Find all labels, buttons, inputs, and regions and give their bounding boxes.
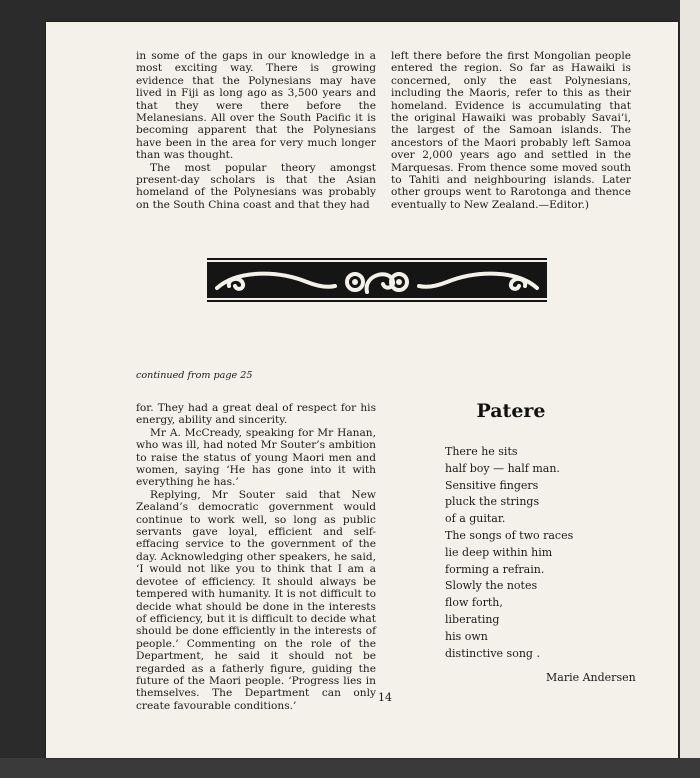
poem-line: The songs of two races xyxy=(445,528,574,542)
poem-line: Slowly the notes xyxy=(445,579,538,593)
poem-line: There he sits xyxy=(445,445,518,458)
poem-line: flow forth, xyxy=(445,596,503,610)
paragraph: for. They had a great deal of respect for his energy, ability and sincerity. xyxy=(136,402,376,427)
continued-from-label: continued from page 25 xyxy=(136,370,253,381)
paragraph: in some of the gaps in our knowledge in a most exciting way. There is growing evidence that the Polynesians may have lived in Fiji as long ago as 3,500 years and that they were there before the Melanesians. All over the South Pacific it is becoming apparent that the Polynesians have been in the area for very much longer than was thought. xyxy=(136,50,376,162)
poem-line: lie deep within him xyxy=(445,545,553,559)
poem-line: half boy — half man. xyxy=(445,461,560,475)
article-top-left-column xyxy=(136,50,376,211)
paragraph: The most popular theory amongst present-day scholars is that the Asian homeland of the Polynesians was probably on the South China coast and that they had xyxy=(136,161,376,211)
kowhaiwhai-decorative-band xyxy=(207,258,547,302)
poem-line: his own xyxy=(445,629,488,643)
poem-line: distinctive song . xyxy=(445,646,540,660)
poem-line: of a guitar. xyxy=(445,512,506,526)
poem-line: forming a refrain. xyxy=(445,562,545,576)
page-number: 14 xyxy=(378,691,392,704)
scan-bottom-border xyxy=(0,758,700,778)
poem-body xyxy=(445,444,573,662)
poem-title: Patere xyxy=(476,400,546,422)
paragraph: left there before the first Mongolian people entered the region. So far as Hawaiki is concerned, only the east Polynesians, including the Maoris, refer to this as their homeland. Evidence is accumulating that the original Hawaiki was probably Savai’i, the largest of the Samoan islands. The ancestors of the Maori probably left Samoa over 2,000 years ago and settled in the Marquesas. From thence some moved south to Tahiti and neighbouring islands. Later other groups went to Rarotonga and thence eventually to New Zealand.—Editor.) xyxy=(391,50,631,211)
poem-line: pluck the strings xyxy=(445,495,540,509)
adjacent-page-edge xyxy=(680,0,700,778)
article-top-right-column xyxy=(391,50,631,211)
poem-author: Marie Andersen xyxy=(546,671,636,684)
poem-line: liberating xyxy=(445,612,500,626)
poem-line: Sensitive fingers xyxy=(445,478,539,492)
paragraph: Replying, Mr Souter said that New Zealand’s democratic government would continue to work well, so long as public servants gave loyal, efficient and self-effacing service to the government of the day. Acknowledging other speakers, he said, ‘I would not like you to think that I am a devotee of efficiency. It should always be tempered with humanity. It is not difficult to decide what should be done in the interests of efficiency, but it is difficult to decide what should be done efficiently in the interests of people.’ Commenting on the role of the Department, he said it should not be regarded as a fatherly figure, guiding the future of the Maori people. ‘Progress lies in themselves. The Department can only create favourable conditions.’ xyxy=(136,488,376,712)
paragraph: Mr A. McCready, speaking for Mr Hanan, who was ill, had noted Mr Souter’s ambition to raise the status of young Maori men and women, saying ‘He has gone into it with everything he has.’ xyxy=(136,426,376,489)
article-bottom-left-column xyxy=(136,402,376,712)
